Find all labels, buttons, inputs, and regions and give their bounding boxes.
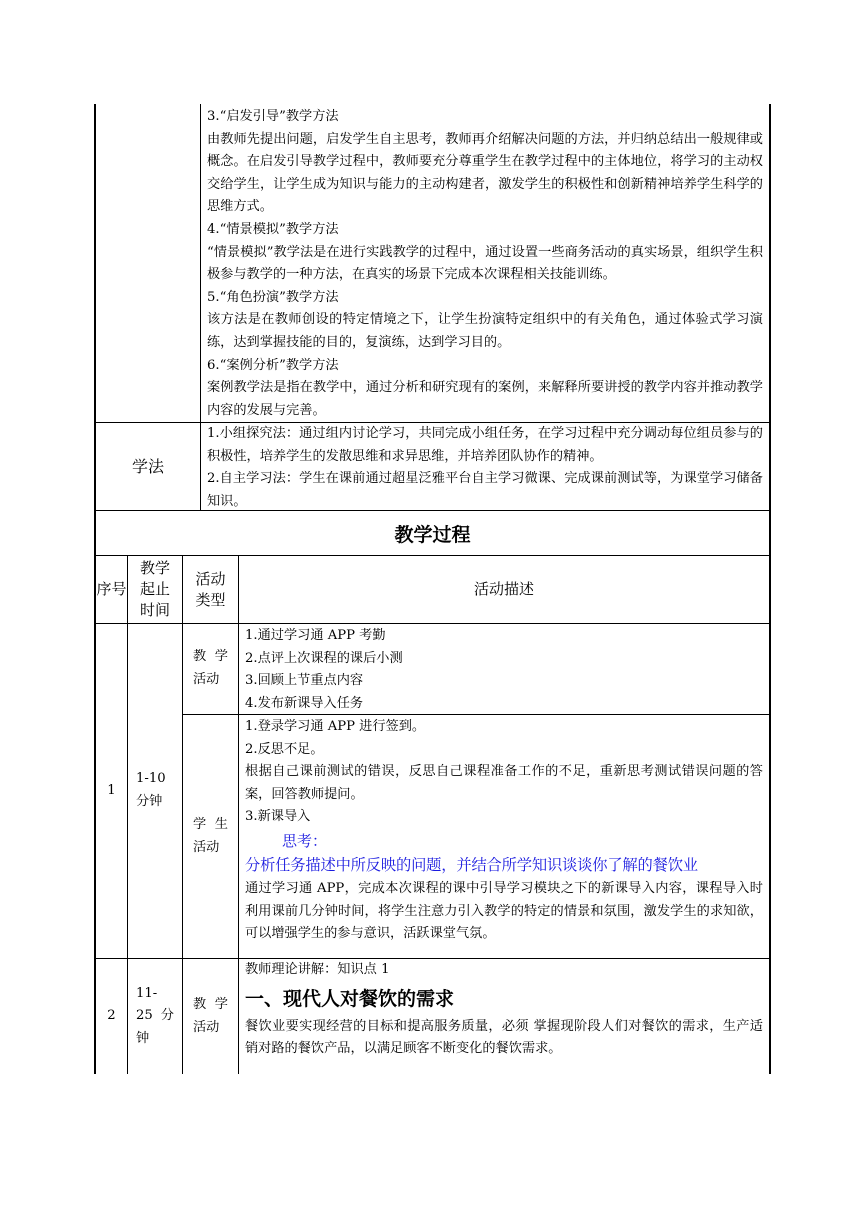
lesson-plan-table — [94, 104, 771, 1074]
closing-text: 通过学习通 APP，完成本次课程的课中引导学习模块之下的新课导入内容，课程导入时利用课前几分钟时间，将学生注意力引入教学的特定的情景和氛围，激发学生的求知欲，可以增强学生的参与意识，活跃课堂气氛。 — [245, 880, 763, 942]
knowledge-body: 餐饮业要实现经营的目标和提高服务质量，必须 掌握现阶段人们对餐饮的需求，生产适销对路的餐饮产品，以满足顾客不断变化的餐饮需求。 — [245, 1018, 763, 1057]
process-row-1 — [94, 624, 771, 959]
method-title: 5.“角色扮演”教学方法 — [207, 289, 339, 305]
method-title: 3.“启发引导”教学方法 — [207, 109, 339, 124]
knowledge-heading: 一、现代人对餐饮的需求 — [245, 987, 455, 1010]
list-item: 1.通过学习通 APP 考勤 — [245, 628, 386, 643]
list-item: 2.点评上次课程的课后小测 — [245, 650, 403, 666]
activity-type: 教学活动 — [183, 624, 239, 715]
student-activity-desc — [239, 715, 769, 959]
method-body: “情景模拟”教学法是在进行实践教学的过程中，通过设置一些商务活动的真实场景，组织学生积极参与教学的一种方法，在真实的场景下完成本次课程相关技能训练。 — [207, 244, 763, 283]
reflect-text: 根据自己课前测试的错误，反思自己课程准备工作的不足，重新思考测试错误问题的答案，回答教师提问。 — [245, 764, 763, 802]
row-activities — [183, 624, 769, 959]
list-item: 3.回顾上节重点内容 — [245, 673, 364, 689]
section-title-row — [94, 511, 771, 556]
header-type: 活动类型 — [183, 556, 239, 624]
method-body: 该方法是在教师创设的特定情境之下，让学生扮演特定组织中的有关角色，通过体验式学习演练，达到掌握技能的目的，复演练，达到学习目的。 — [207, 312, 763, 350]
method-body: 案例教学法是指在教学中，通过分析和研究现有的案例，来解释所要讲授的教学内容并推动教学内容的发展与完善。 — [207, 380, 763, 418]
method-title: 4.“情景模拟”教学方法 — [207, 221, 339, 237]
xuefa-label: 学法 — [96, 423, 201, 511]
header-seq: 序号 — [96, 556, 128, 624]
method-body: 由教师先提出问题，启发学生自主思考，教师再介绍解决问题的方法，并归纳总结出一般规律或概念。在启发引导教学过程中，教师要充分尊重学生在教学过程中的主体地位，将学习的主动权交给学生，让学生成为知识与能力的主动构建者，激发学生的积极性和创新精神培养学生科学的思维方式。 — [207, 131, 763, 215]
header-row — [94, 556, 771, 624]
xuefa-item: 1.小组探究法：通过组内讨论学习，共同完成小组任务，在学习过程中充分调动每位组员参与的积极性，培养学生的发散思维和求异思维，并培养团队协作的精神。 — [207, 426, 763, 464]
teacher-activity-desc — [239, 624, 769, 715]
method-title: 6.“案例分析”教学方法 — [207, 357, 339, 373]
row-seq: 2 — [96, 959, 128, 1074]
xuefa-row — [94, 423, 771, 511]
row-desc — [239, 959, 769, 1074]
student-activity — [183, 715, 769, 959]
methods-label-cell — [96, 104, 201, 423]
think-text: 分析任务描述中所反映的问题，并结合所学知识谈谈你了解的餐饮业 — [245, 855, 698, 874]
teacher-activity — [183, 624, 769, 715]
section-title: 教学过程 — [96, 511, 769, 556]
intro-label: 3.新课导入 — [245, 809, 311, 825]
methods-content — [201, 104, 769, 423]
process-row-2 — [94, 959, 771, 1074]
header-time: 教学起止时间 — [128, 556, 183, 624]
list-item: 2.反思不足。 — [245, 741, 324, 757]
xuefa-content — [201, 423, 769, 511]
list-item: 4.发布新课导入任务 — [245, 695, 364, 711]
think-label: 思考： — [282, 831, 328, 850]
methods-row — [94, 104, 771, 423]
activity-type: 学生活动 — [183, 715, 239, 959]
lead-text: 教师理论讲解：知识点 1 — [245, 962, 390, 977]
row-time: 1-10分钟 — [128, 624, 183, 959]
row-seq: 1 — [96, 624, 128, 959]
row-time: 11-25分钟 — [128, 959, 183, 1074]
activity-type: 教学活动 — [183, 959, 239, 1074]
xuefa-item: 2.自主学习法：学生在课前通过超星泛雅平台自主学习微课、完成课前测试等，为课堂学习储备知识。 — [207, 471, 763, 509]
list-item: 1.登录学习通 APP 进行签到。 — [245, 719, 426, 734]
header-desc: 活动描述 — [239, 556, 769, 624]
